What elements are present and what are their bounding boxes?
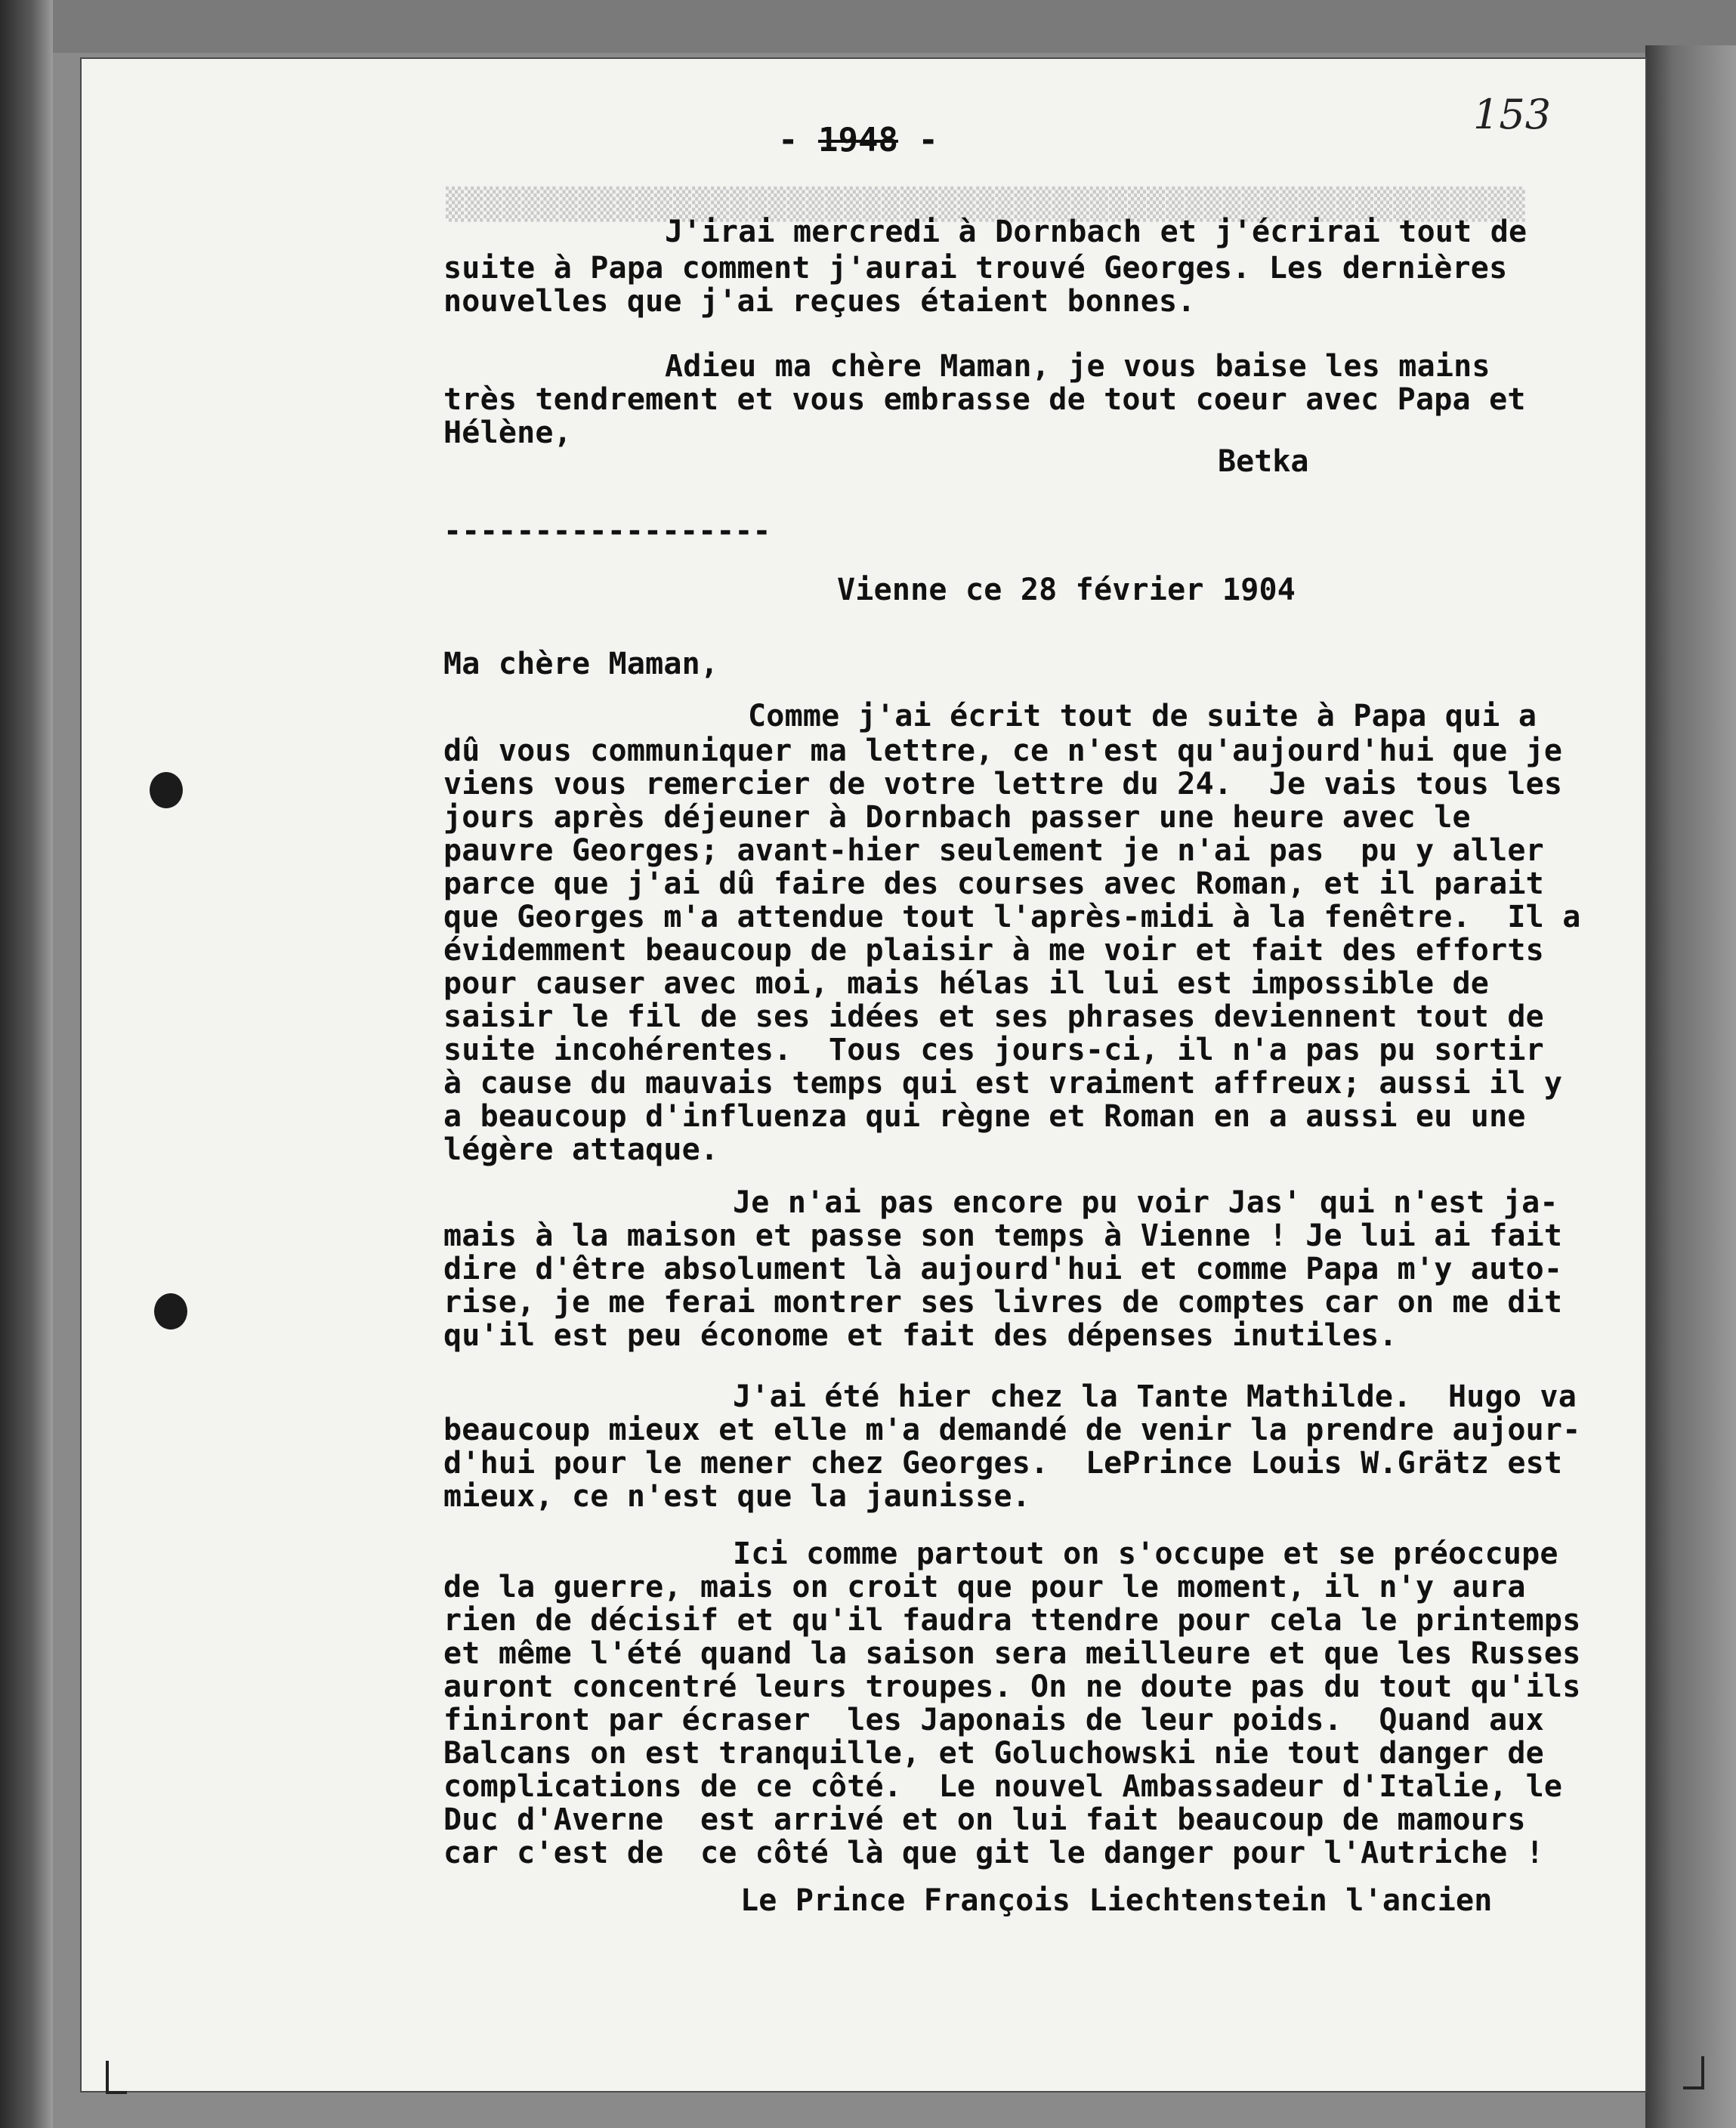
body-line: rise, je me ferai montrer ses livres de comptes car on me dit (443, 1285, 1563, 1320)
body-line: suite incohérentes. Tous ces jours-ci, il n'a pas pu sortir (443, 1033, 1544, 1067)
body-line: viens vous remercier de votre lettre du 24. Je vais tous les (443, 767, 1563, 801)
body-line: pauvre Georges; avant-hier seulement je n'ai pas pu y aller (443, 833, 1544, 868)
body-line: dire d'être absolument là aujourd'hui et comme Papa m'y auto- (443, 1252, 1563, 1286)
body-line: que Georges m'a attendue tout l'après-midi à la fenêtre. Il a (443, 900, 1581, 934)
body-line: Je n'ai pas encore pu voir Jas' qui n'est ja- (733, 1185, 1558, 1220)
body-line: dû vous communiquer ma lettre, ce n'est qu'aujourd'hui que je (443, 734, 1563, 768)
body-line: Ici comme partout on s'occupe et se préoccupe (733, 1537, 1558, 1571)
dateline: Vienne ce 28 février 1904 (837, 573, 1296, 607)
letter1-line: suite à Papa comment j'aurai trouvé Georges. Les dernières (443, 251, 1508, 286)
body-line: qu'il est peu économe et fait des dépenses inutiles. (443, 1318, 1398, 1353)
body-line: Comme j'ai écrit tout de suite à Papa qui a (748, 699, 1537, 734)
letter1-line: très tendrement et vous embrasse de tout coeur avec Papa et (443, 382, 1526, 417)
crop-mark-bottom-left (106, 2061, 127, 2094)
body-line: auront concentré leurs troupes. On ne doute pas du tout qu'ils (443, 1669, 1581, 1704)
body-line: pour causer avec moi, mais hélas il lui est impossible de (443, 966, 1490, 1001)
body-line: légère attaque. (443, 1132, 719, 1167)
body-line: Balcans on est tranquille, et Goluchowski nie tout danger de (443, 1736, 1544, 1771)
body-line: saisir le fil de ses idées et ses phrases deviennent tout de (443, 999, 1544, 1034)
body-line: d'hui pour le mener chez Georges. LePrince Louis W.Grätz est (443, 1446, 1563, 1481)
body-line: complications de ce côté. Le nouvel Ambassadeur d'Italie, le (443, 1769, 1563, 1804)
body-line: a beaucoup d'influenza qui règne et Roman en a aussi eu une (443, 1099, 1526, 1134)
body-line: mais à la maison et passe son temps à Vienne ! Je lui ai fait (443, 1218, 1563, 1253)
body-line: mieux, ce n'est que la jaunisse. (443, 1479, 1031, 1514)
letter1-line: nouvelles que j'ai reçues étaient bonnes. (443, 284, 1196, 319)
body-line: évidemment beaucoup de plaisir à me voir et fait des efforts (443, 933, 1544, 968)
sheet-right-edge (1645, 45, 1736, 2128)
body-line: de la guerre, mais on croit que pour le moment, il n'y aura (443, 1570, 1526, 1604)
body-line: car c'est de ce côté là que git le danger pour l'Autriche ! (443, 1836, 1544, 1870)
punch-hole-top (150, 772, 183, 808)
body-line: Duc d'Averne est arrivé et on lui fait beaucoup de mamours (443, 1802, 1526, 1837)
signature: Betka (1218, 444, 1309, 479)
letter-separator: ------------------ (443, 514, 771, 548)
letter1-line: Adieu ma chère Maman, je vous baise les mains (665, 349, 1490, 384)
crop-mark-bottom-right (1683, 2056, 1704, 2089)
body-line: à cause du mauvais temps qui est vraiment affreux; aussi il y (443, 1066, 1563, 1101)
salutation: Ma chère Maman, (443, 647, 719, 681)
body-line: beaucoup mieux et elle m'a demandé de venir la prendre aujour- (443, 1413, 1581, 1447)
folio-number: 153 (1473, 91, 1552, 138)
body-line: jours après déjeuner à Dornbach passer une heure avec le (443, 800, 1471, 835)
page-number: - 1948 - (778, 121, 938, 159)
struck-page-number: 1948 (817, 121, 898, 159)
letter1-line: J'irai mercredi à Dornbach et j'écrirai tout de (665, 215, 1527, 249)
body-line: Le Prince François Liechtenstein l'ancien (740, 1883, 1493, 1918)
bleed-through-texture: ▒▒▒▒▒▒▒▒▒▒▒▒▒▒▒▒▒▒▒▒▒▒▒▒▒▒▒▒▒▒▒▒▒▒▒▒▒▒▒▒▒▒▒▒▒▒▒▒▒▒▒▒▒▒▒▒▒ (446, 187, 1526, 222)
letter1-line: Hélène, (443, 415, 572, 450)
body-line: rien de décisif et qu'il faudra ttendre pour cela le printemps (443, 1603, 1581, 1638)
binder-edge (0, 0, 53, 2128)
body-line: et même l'été quand la saison sera meilleure et que les Russes (443, 1636, 1581, 1671)
body-line: parce que j'ai dû faire des courses avec Roman, et il parait (443, 866, 1544, 901)
body-line: finiront par écraser les Japonais de leur poids. Quand aux (443, 1703, 1544, 1737)
body-line: J'ai été hier chez la Tante Mathilde. Hugo va (733, 1379, 1577, 1414)
scanner-top-strip (0, 0, 1736, 53)
punch-hole-bottom (154, 1293, 187, 1330)
